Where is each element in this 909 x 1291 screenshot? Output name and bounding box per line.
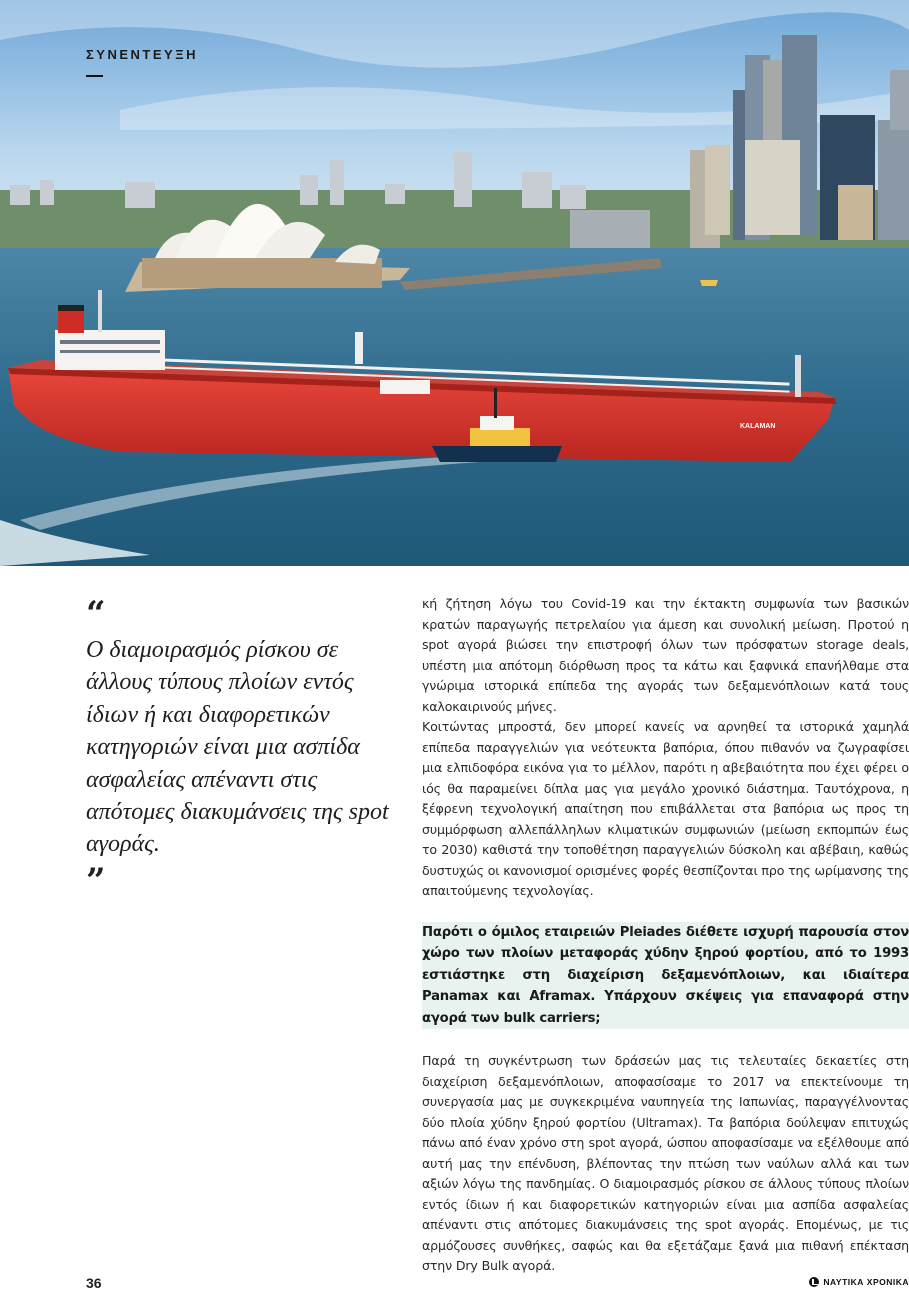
pull-quote: Ο διαμοιρασμός ρίσκου σε άλλους τύπους πλοίων εντός ίδιων ή και διαφορετικών κατηγοριών είναι μια ασπίδα ασφαλείας απέναντι στις απότομες διακυμάνσεις της spot αγοράς. (86, 637, 389, 858)
publication-brand (809, 1277, 909, 1287)
ferry (700, 280, 718, 286)
close-quote-mark: ” (86, 861, 106, 901)
body-paragraph: κή ζήτηση λόγω του Covid-19 και την έκτακτη συμφωνία των βασικών κρατών παραγωγής πετρελαίου για άμεση και συνολική μείωση. Προτού η spot αγορά βιώσει την επιστροφή όλων των πρόσφατων storage deals, υπέστη μια απότομη διόρθωση προς τα κάτω και ξαφνικά επανήλθαμε στα γνώριμα ιστορικά επίπεδα της αγοράς των δεξαμενόπλοιων κατά τους καλοκαιρινούς μήνες. (422, 596, 909, 714)
publication-name: ΝΑΥΤΙΚΑ ΧΡΟΝΙΚΑ (823, 1277, 909, 1287)
body-paragraph: Παρά τη συγκέντρωση των δράσεών μας τις τελευταίες δεκαετίες στη διαχείριση δεξαμενόπλοιων, αποφασίσαμε το 2017 να επεκτείνουμε τη συνεργασία μας με συγκεκριμένα ναυπηγεία της Ιαπωνίας, παραγγέλνοντας δύο πλοία χύδην ξηρού φορτίου (Ultramax). Τα βαπόρια δούλεψαν επιτυχώς πάνω από έναν χρόνο στη spot αγορά, ώσπου αποφασίσαμε να εξέλθουμε από αυτή μας την επένδυση, βλέποντας την πτώση των ναύλων αλλά και των αξιών λόγω της πανδημίας. Ο διαμοιρασμός ρίσκου σε άλλους τύπους πλοίων εντός ίδιων ή και διαφορετικών κατηγοριών είναι μια ασπίδα ασφαλείας απέναντι στις απότομες διακυμάνσεις της spot αγοράς. Επομένως, με τις αρμόζουσες συνθήκες, σαφώς και θα εξετάζαμε ξανά μια πιθανή επέκταση στην Dry Bulk αγορά. (422, 1053, 909, 1273)
section-divider (86, 75, 103, 77)
ship-name-label: KALAMAN (740, 423, 776, 430)
harbour-illustration (0, 0, 909, 566)
page-number: 36 (86, 1275, 102, 1291)
section-label: ΣΥΝΕΝΤΕΥΞΗ (86, 47, 198, 62)
body-paragraph: Κοιτώντας μπροστά, δεν μπορεί κανείς να αρνηθεί τα ιστορικά χαμηλά επίπεδα παραγγελιών για νεότευκτα βαπόρια, όπου πιθανόν να ζωγραφίσει μια ελπιδοφόρα εικόνα για το μέλλον, παρότι η αβεβαιότητα που έχει φέρει ο ιός θα παραμείνει δίπλα μας για μεγάλο χρονικό διάστημα. Ταυτόχρονα, η ξέφρενη τεχνολογική απαίτηση που επιβάλλεται στα βαπόρια ως προς τη συμμόρφωση αλλεπάλληλων κλιματικών συμφωνιών (μείωση εκπομπών έως το 2030) καθιστά την τοποθέτηση παραγγελιών δύσκολη και αβέβαιη, καθώς δυστυχώς οι κανονισμοί ορισμένες φορές θεσπίζονται προ της ωρίμανσης της απαιτούμενης τεχνολογίας. (422, 719, 909, 898)
open-quote-mark: “ (86, 594, 106, 634)
interview-question: Παρότι ο όμιλος εταιρειών Pleiades διέθετε ισχυρή παρουσία στον χώρο των πλοίων μεταφοράς χύδην ξηρού φορτίου, από το 1993 εστιάστηκε στη διαχείριση δεξαμενόπλοιων, και ιδιαίτερα Panamax και Aframax. Υπάρχουν σκέψεις για επαναφορά στην αγορά των bulk carriers; (422, 922, 909, 1030)
hero-photo (0, 0, 909, 566)
brand-logo-icon (809, 1277, 819, 1287)
article-column (422, 594, 909, 1277)
